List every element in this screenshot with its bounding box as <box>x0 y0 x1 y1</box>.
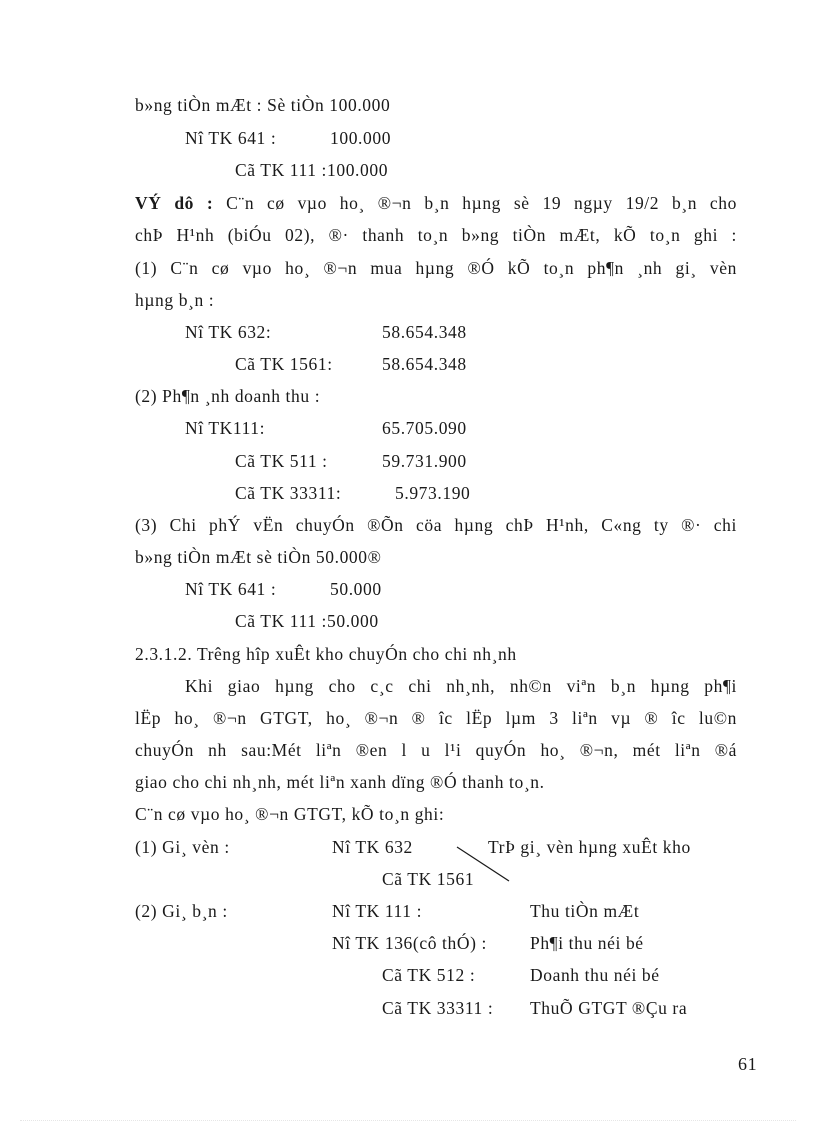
entry-description: Thu tiÒn mÆt <box>530 901 640 921</box>
entry-label: (2) Gi¸ b¸n : <box>135 901 228 921</box>
footer-divider <box>20 1120 796 1121</box>
text-line: (2) Ph¶n ¸nh doanh thu : <box>135 386 321 406</box>
debit-label: Nî TK 632 <box>332 837 413 857</box>
debit-label: Nî TK 632: <box>185 322 272 342</box>
entry-label: (1) Gi¸ vèn : <box>135 837 230 857</box>
example-line <box>135 193 737 214</box>
entry-description: ThuÕ GTGT ®Çu ra <box>530 998 688 1018</box>
entry-description: Ph¶i thu néi bé <box>530 933 644 953</box>
text-line: (1) C¨n cø vµo ho¸ ®¬n mua hµng ®Ó kÕ to¸n ph¶n ¸nh gi¸ vèn <box>135 258 737 278</box>
text-line: lËp ho¸ ®¬n GTGT, ho¸ ®¬n ® îc lËp lµm 3 liªn vµ ® îc lu©n <box>135 708 737 728</box>
text-line: giao cho chi nh¸nh, mét liªn xanh dïng ®Ó thanh to¸n. <box>135 772 545 792</box>
text-line: b»ng tiÒn mÆt : Sè tiÒn 100.000 <box>135 95 391 115</box>
text-line: (3) Chi phÝ vËn chuyÓn ®Õn cöa hµng chÞ H¹nh, C«ng ty ®· chi <box>135 515 737 535</box>
credit-label: Cã TK 33311 : <box>382 998 494 1018</box>
credit-label: Cã TK 33311: <box>235 483 342 503</box>
example-label: VÝ dô : <box>135 193 214 213</box>
amount: 58.654.348 <box>382 354 467 374</box>
credit-label: Cã TK 511 : <box>235 451 328 471</box>
text-line: hµng b¸n : <box>135 290 215 310</box>
amount: 59.731.900 <box>382 451 467 471</box>
debit-label: Nî TK111: <box>185 418 266 438</box>
text-line: Khi giao hµng cho c¸c chi nh¸nh, nh©n viªn b¸n hµng ph¶i <box>185 676 737 696</box>
text-line: chÞ H¹nh (biÓu 02), ®· thanh to¸n b»ng tiÒn mÆt, kÕ to¸n ghi : <box>135 225 737 245</box>
amount: 100.000 <box>330 128 392 148</box>
amount: 50.000 <box>330 579 382 599</box>
amount: 5.973.190 <box>395 483 471 503</box>
credit-label: Cã TK 1561: <box>235 354 333 374</box>
debit-label: Nî TK 641 : <box>185 128 277 148</box>
page-number: 61 <box>738 1054 758 1074</box>
entry-description: Doanh thu néi bé <box>530 965 660 985</box>
example-text: C¨n cø vµo ho¸ ®¬n b¸n hµng sè 19 ngµy 19/2 b¸n cho <box>226 193 737 213</box>
section-heading: 2.3.1.2. Trêng hîp xuÊt kho chuyÓn cho chi nh¸nh <box>135 644 517 664</box>
debit-label: Nî TK 111 : <box>332 901 423 921</box>
text-line: b»ng tiÒn mÆt sè tiÒn 50.000® <box>135 547 382 567</box>
credit-line: Cã TK 111 :100.000 <box>235 160 389 180</box>
credit-label: Cã TK 512 : <box>382 965 476 985</box>
amount: 65.705.090 <box>382 418 467 438</box>
text-line: chuyÓn nh sau:Mét liªn ®en l u l¹i quyÓn ho¸ ®¬n, mét liªn ®á <box>135 740 737 760</box>
credit-line: Cã TK 111 :50.000 <box>235 611 379 631</box>
amount: 58.654.348 <box>382 322 467 342</box>
text-line: C¨n cø vµo ho¸ ®¬n GTGT, kÕ to¸n ghi: <box>135 804 445 824</box>
debit-label: Nî TK 641 : <box>185 579 277 599</box>
credit-label: Cã TK 1561 <box>382 869 475 889</box>
entry-description: TrÞ gi¸ vèn hµng xuÊt kho <box>488 837 691 857</box>
debit-label: Nî TK 136(cô thÓ) : <box>332 933 487 953</box>
